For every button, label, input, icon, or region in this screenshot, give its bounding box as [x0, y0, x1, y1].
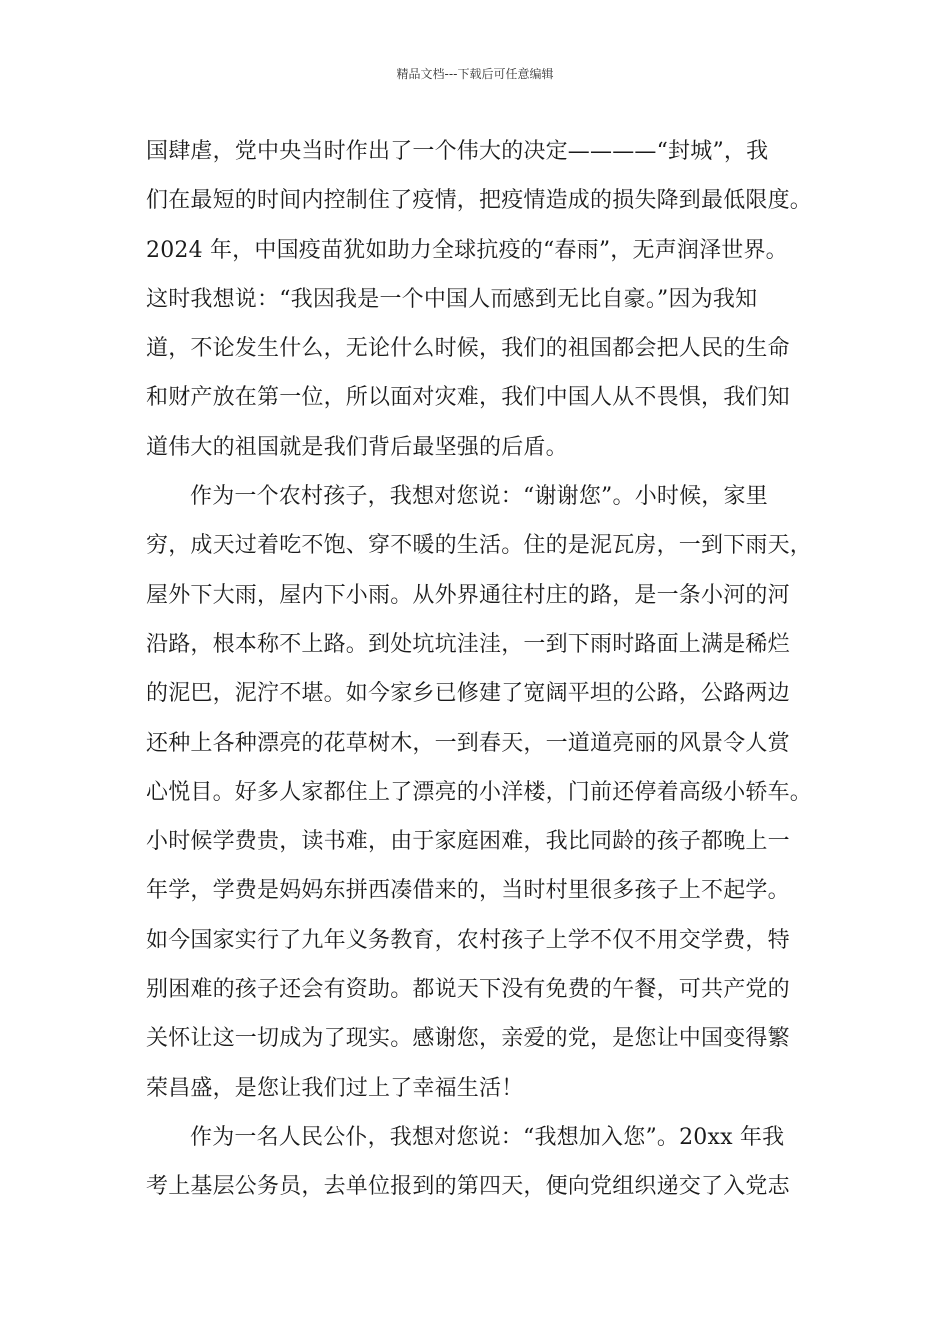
- text-line: 如今国家实行了九年义务教育，农村孩子上学不仅不用交学费，特: [146, 927, 790, 953]
- text-line: 和财产放在第一位，所以面对灾难，我们中国人从不畏惧，我们知: [146, 385, 790, 411]
- text-line: 屋外下大雨，屋内下小雨。从外界通往村庄的路，是一条小河的河: [146, 582, 790, 608]
- text-line: 考上基层公务员，去单位报到的第四天，便向党组织递交了入党志: [146, 1174, 790, 1200]
- text-line: 2024 年，中国疫苗犹如助力全球抗疫的“春雨”，无声润泽世界。: [146, 237, 788, 263]
- text-line: 道伟大的祖国就是我们背后最坚强的后盾。: [146, 434, 568, 460]
- text-line: 这时我想说：“我因我是一个中国人而感到无比自豪。”因为我知: [146, 286, 758, 312]
- text-line: 道，不论发生什么，无论什么时候，我们的祖国都会把人民的生命: [146, 336, 790, 362]
- text-line: 的泥巴，泥泞不堪。如今家乡已修建了宽阔平坦的公路，公路两边: [146, 681, 790, 707]
- paragraph: [146, 1119, 826, 1218]
- text-line: 心悦目。好多人家都住上了漂亮的小洋楼，门前还停着高级小轿车。: [146, 779, 813, 805]
- text-line: 别困难的孩子还会有资助。都说天下没有免费的午餐，可共产党的: [146, 977, 790, 1003]
- document-body: [146, 133, 826, 1218]
- text-line: 国肆虐，党中央当时作出了一个伟大的决定————“封城”，我: [146, 139, 769, 164]
- text-line: 还种上各种漂亮的花草树木，一到春天，一道道亮丽的风景令人赏: [146, 730, 790, 756]
- text-line: 关怀让这一切成为了现实。感谢您，亲爱的党，是您让中国变得繁: [146, 1026, 790, 1052]
- paragraph: [146, 133, 826, 478]
- text-line: 作为一名人民公仆，我想对您说：“我想加入您”。20xx 年我: [190, 1124, 785, 1150]
- text-line: 荣昌盛，是您让我们过上了幸福生活！: [146, 1075, 524, 1101]
- text-line: 小时候学费贵，读书难，由于家庭困难，我比同龄的孩子都晚上一: [146, 829, 790, 855]
- text-line: 作为一个农村孩子，我想对您说：“谢谢您”。小时候，家里: [190, 484, 768, 510]
- text-line: 穷，成天过着吃不饱、穿不暖的生活。住的是泥瓦房，一到下雨天，: [146, 533, 813, 559]
- text-line: 年学，学费是妈妈东拼西凑借来的，当时村里很多孩子上不起学。: [146, 878, 790, 904]
- text-line: 们在最短的时间内控制住了疫情，把疫情造成的损失降到最低限度。: [146, 188, 813, 214]
- text-line: 沿路，根本称不上路。到处坑坑洼洼，一到下雨时路面上满是稀烂: [146, 631, 790, 657]
- page-header: 精品文档---下载后可任意编辑: [396, 67, 554, 81]
- paragraph: [146, 478, 826, 1119]
